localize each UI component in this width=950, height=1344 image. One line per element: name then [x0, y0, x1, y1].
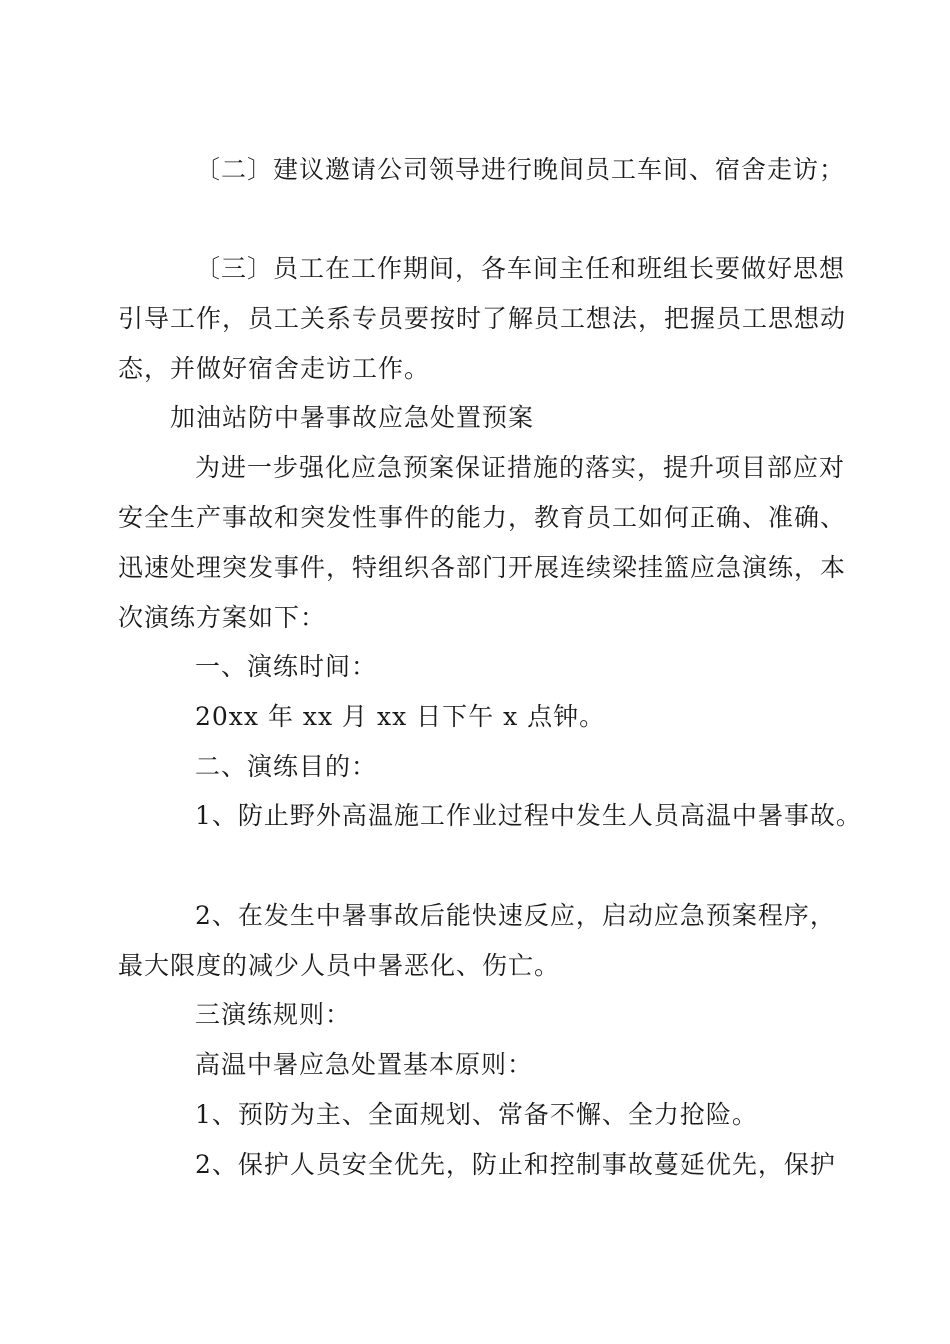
paragraph-line: 三演练规则：	[195, 1000, 352, 1029]
paragraph-line: 二、演练目的：	[195, 752, 378, 781]
paragraph-line: 高温中暑应急处置基本原则：	[195, 1050, 534, 1079]
paragraph-line: 一、演练时间：	[195, 652, 378, 681]
paragraph-line: 2、保护人员安全优先，防止和控制事故蔓延优先，保护	[195, 1150, 836, 1179]
paragraph-line: 安全生产事故和突发性事件的能力，教育员工如何正确、准确、	[118, 503, 847, 532]
paragraph-line: 1、预防为主、全面规划、常备不懈、全力抢险。	[195, 1100, 758, 1129]
paragraph-line: 〔三〕员工在工作期间，各车间主任和班组长要做好思想	[195, 254, 846, 283]
paragraph-line: 〔二〕建议邀请公司领导进行晚间员工车间、宿舍走访；	[195, 155, 846, 184]
section-title: 加油站防中暑事故应急处置预案	[170, 403, 535, 432]
paragraph-line: 最大限度的减少人员中暑恶化、伤亡。	[118, 951, 561, 980]
paragraph-line: 次演练方案如下：	[118, 603, 327, 632]
paragraph-line: 为进一步强化应急预案保证措施的落实，提升项目部应对	[195, 453, 846, 482]
paragraph-line: 2、在发生中暑事故后能快速反应，启动应急预案程序，	[195, 901, 836, 930]
paragraph-line: 引导工作，员工关系专员要按时了解员工想法，把握员工思想动	[118, 304, 847, 333]
paragraph-line: 20xx 年 xx 月 xx 日下午 x 点钟。	[195, 702, 606, 731]
paragraph-line: 1、防止野外高温施工作业过程中发生人员高温中暑事故。	[195, 801, 862, 830]
paragraph-line: 态，并做好宿舍走访工作。	[118, 354, 431, 383]
paragraph-line: 迅速处理突发事件，特组织各部门开展连续梁挂篮应急演练，本	[118, 553, 847, 582]
